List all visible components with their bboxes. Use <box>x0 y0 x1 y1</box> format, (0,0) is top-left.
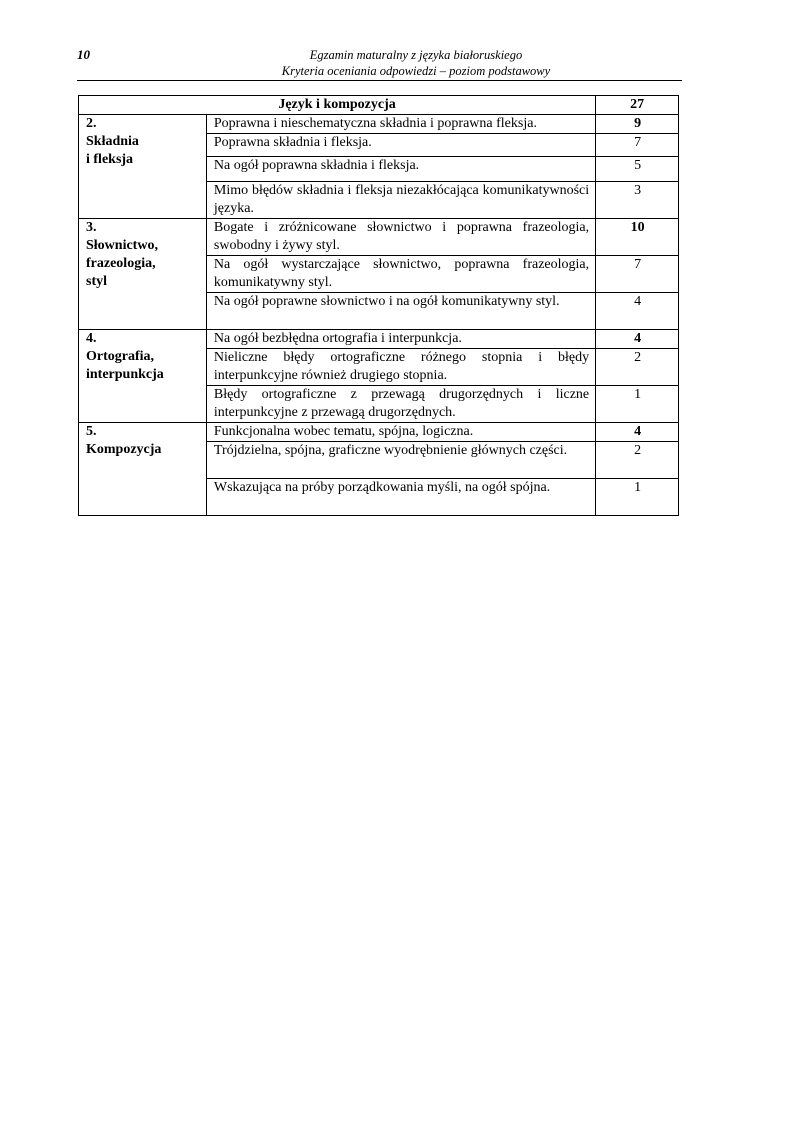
criterion-number: 2. <box>86 116 97 131</box>
criterion-points: 3 <box>596 182 679 219</box>
header-title-line-1: Egzamin maturalny z języka białoruskiego <box>309 48 523 62</box>
criterion-number: 4. <box>86 331 97 346</box>
criterion-name-line: Słownictwo, <box>86 238 158 253</box>
criterion-points: 5 <box>596 157 679 182</box>
criterion-category <box>79 219 207 330</box>
criterion-description: Nieliczne błędy ortograficzne różnego stopnia i błędy interpunkcyjne również drugiego stopnia. <box>206 349 595 386</box>
criterion-description: Na ogół poprawna składnia i fleksja. <box>206 157 595 182</box>
criterion-description: Mimo błędów składnia i fleksja niezakłócająca komunikatywności języka. <box>206 182 595 219</box>
criterion-points: 1 <box>596 479 679 516</box>
table-heading: Język i kompozycja <box>79 96 596 115</box>
criterion-points: 9 <box>596 115 679 134</box>
table-row <box>79 423 679 442</box>
criterion-name-line: Składnia <box>86 134 139 149</box>
criterion-number: 3. <box>86 220 97 235</box>
criterion-description: Wskazująca na próby porządkowania myśli, na ogół spójna. <box>206 479 595 516</box>
criterion-description: Błędy ortograficzne z przewagą drugorzędnych i liczne interpunkcyjne z przewagą drugorzędnych. <box>206 386 595 423</box>
criterion-description: Poprawna składnia i fleksja. <box>206 134 595 157</box>
table-row <box>79 219 679 256</box>
criterion-description: Na ogół wystarczające słownictwo, poprawna frazeologia, komunikatywny styl. <box>206 256 595 293</box>
table-header-row <box>79 96 679 115</box>
table-row <box>79 330 679 349</box>
criterion-description: Funkcjonalna wobec tematu, spójna, logiczna. <box>206 423 595 442</box>
header-divider <box>77 80 682 81</box>
criterion-points: 2 <box>596 349 679 386</box>
table-row <box>79 115 679 134</box>
criterion-name-line: interpunkcja <box>86 367 164 382</box>
running-header <box>150 47 682 79</box>
criterion-description: Trójdzielna, spójna, graficzne wyodrębnienie głównych części. <box>206 442 595 479</box>
criterion-category <box>79 330 207 423</box>
criterion-name-line: i fleksja <box>86 152 134 167</box>
criterion-points: 7 <box>596 134 679 157</box>
criterion-points: 1 <box>596 386 679 423</box>
criterion-points: 7 <box>596 256 679 293</box>
criterion-points: 10 <box>596 219 679 256</box>
criterion-points: 4 <box>596 293 679 330</box>
criterion-name-line: Ortografia, <box>86 349 155 364</box>
criterion-points: 2 <box>596 442 679 479</box>
criterion-description: Poprawna i nieschematyczna składnia i poprawna fleksja. <box>206 115 595 134</box>
page-number: 10 <box>77 47 90 62</box>
criterion-description: Bogate i zróżnicowane słownictwo i poprawna frazeologia, swobodny i żywy styl. <box>206 219 595 256</box>
criterion-description: Na ogół bezbłędna ortografia i interpunkcja. <box>206 330 595 349</box>
criterion-category <box>79 115 207 219</box>
criterion-name-line: Kompozycja <box>86 442 162 457</box>
criteria-body <box>79 115 679 516</box>
criterion-description: Na ogół poprawne słownictwo i na ogół komunikatywny styl. <box>206 293 595 330</box>
table-heading-points: 27 <box>596 96 679 115</box>
criterion-name-line: styl <box>86 274 107 289</box>
criterion-name-line: frazeologia, <box>86 256 156 271</box>
criterion-number: 5. <box>86 424 97 439</box>
criterion-category <box>79 423 207 516</box>
criterion-points: 4 <box>596 330 679 349</box>
header-title-line-2: Kryteria oceniania odpowiedzi – poziom podstawowy <box>281 64 551 78</box>
grading-criteria-table <box>78 95 679 516</box>
criterion-points: 4 <box>596 423 679 442</box>
